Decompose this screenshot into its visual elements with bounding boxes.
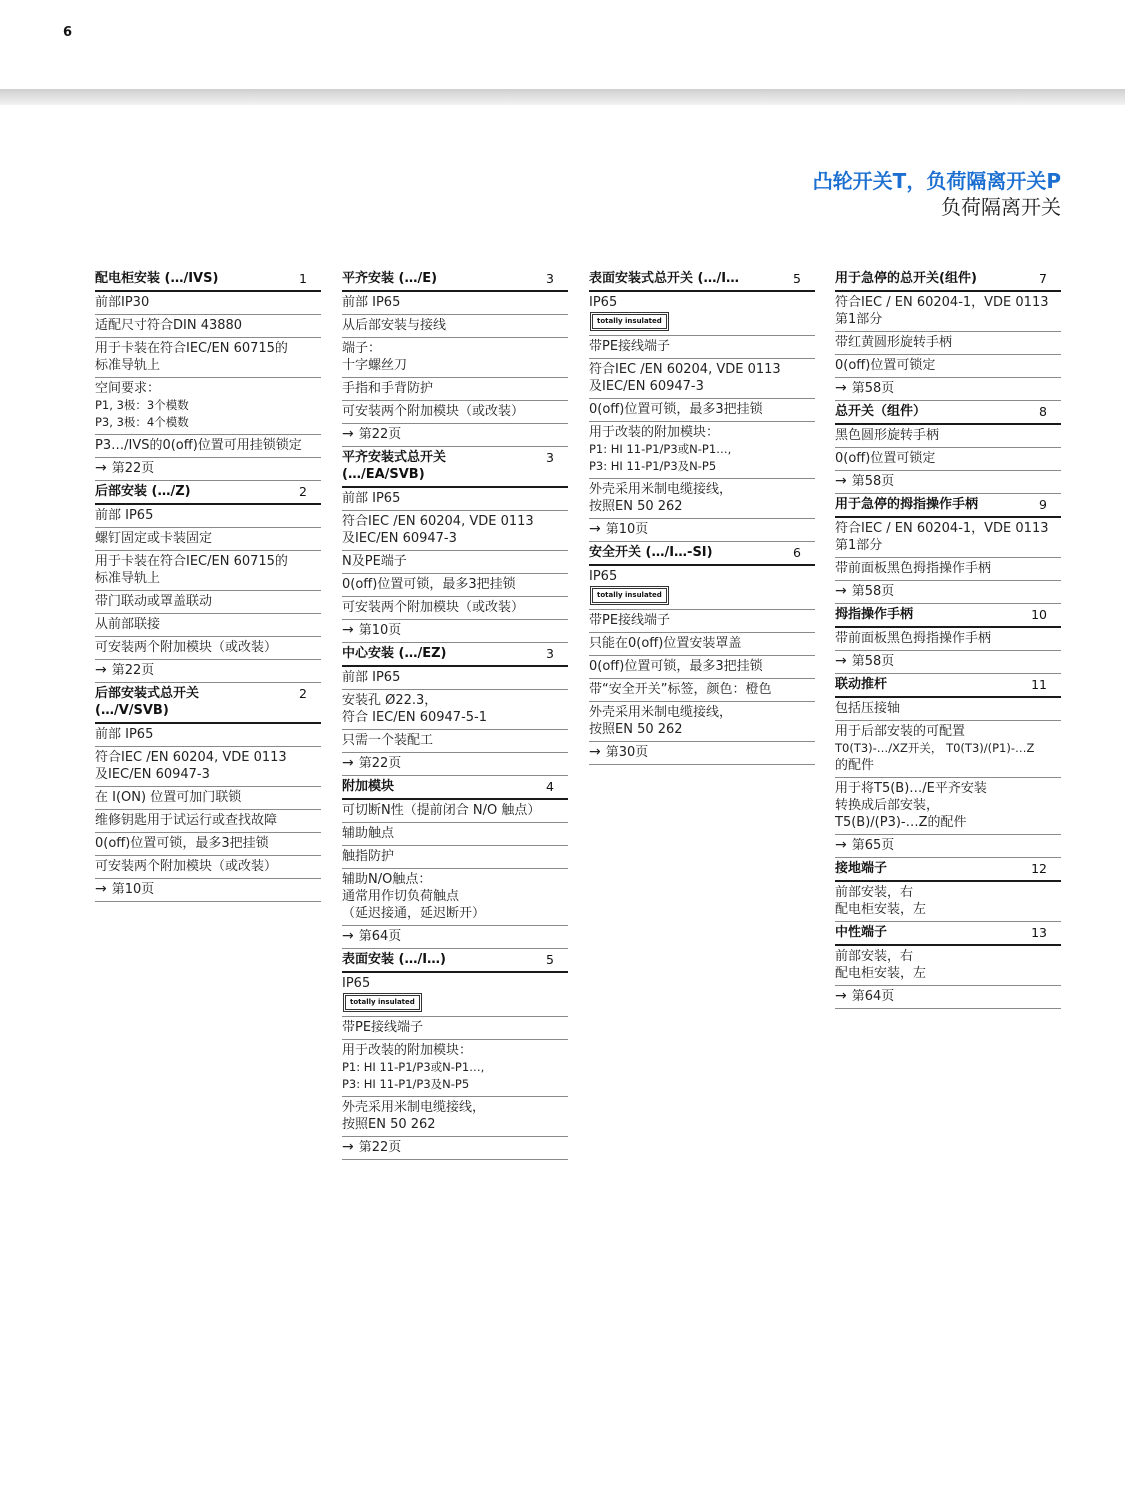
section-title [342, 778, 394, 795]
page-reference [342, 928, 568, 945]
spec-row [95, 292, 321, 315]
arrow-right-icon: → [95, 662, 107, 678]
spec-row [589, 702, 815, 742]
spec-text: 符合 IEC/EN 60947-5-1 [342, 710, 487, 725]
spec-row [835, 721, 1061, 778]
section-number: 2 [299, 484, 307, 499]
spec-text: 螺钉固定或卡装固定 [95, 531, 213, 546]
page-reference-row [342, 424, 568, 447]
spec-text: 带红黄圆形旋转手柄 [835, 335, 953, 350]
spec-text: 的配件 [835, 758, 875, 773]
section-title-line: 安全开关 (…/I…-SI) [589, 545, 713, 560]
spec-text: P3: HI 11-P1/P3及N-P5 [589, 459, 717, 473]
section-title [589, 270, 739, 287]
spec-row [342, 401, 568, 424]
section-number: 6 [793, 545, 801, 560]
page-reference-text: 第10页 [358, 623, 402, 638]
section-title-line: 总开关（组件） [835, 404, 927, 419]
page-reference-row [342, 1137, 568, 1160]
spec-row [589, 479, 815, 519]
column-4 [835, 268, 1061, 1009]
spec-text: 带“安全开关”标签，颜色：橙色 [589, 682, 772, 697]
spec-text: 包括压接轴 [835, 701, 901, 716]
spec-row [342, 667, 568, 690]
spec-row [589, 422, 815, 479]
spec-row [589, 292, 815, 336]
spec-row [342, 973, 568, 1017]
section-number: 3 [546, 271, 554, 286]
spec-text: 可安装两个附加模块（或改装） [95, 640, 278, 655]
section-title [95, 483, 191, 500]
spec-text: 按照EN 50 262 [342, 1117, 436, 1132]
section-number: 5 [546, 952, 554, 967]
page-reference-row [95, 879, 321, 902]
section-number: 11 [1031, 677, 1047, 692]
spec-row [342, 315, 568, 338]
section-number: 10 [1031, 607, 1047, 622]
spec-text: 手指和手背防护 [342, 381, 434, 396]
spec-text: 前部安装，右 [835, 949, 914, 964]
spec-row [342, 730, 568, 753]
spec-text: 按照EN 50 262 [589, 722, 683, 737]
spec-text: 0(off)位置可锁，最多3把挂锁 [342, 577, 516, 592]
section-heading [342, 643, 568, 667]
spec-text: P3, 3极：4个模数 [95, 415, 189, 429]
spec-text: 0(off)位置可锁，最多3把挂锁 [95, 836, 269, 851]
page-top-area [0, 0, 1125, 89]
spec-text: P1: HI 11-P1/P3或N-P1…, [342, 1060, 485, 1074]
spec-row [589, 633, 815, 656]
section-heading [342, 447, 568, 488]
page-reference-text: 第58页 [851, 584, 895, 599]
spec-row [342, 1097, 568, 1137]
spec-text: 辅助N/O触点： [342, 872, 432, 887]
spec-row [835, 882, 1061, 922]
arrow-right-icon: → [342, 755, 354, 771]
spec-text: 0(off)位置可锁，最多3把挂锁 [589, 402, 763, 417]
page-reference-row [835, 581, 1061, 604]
spec-text: 端子： [342, 341, 382, 356]
spec-text: 十字螺丝刀 [342, 358, 408, 373]
spec-text: 转换成后部安装， [835, 798, 940, 813]
spec-row [342, 488, 568, 511]
page-reference [835, 653, 1061, 670]
spec-row [342, 551, 568, 574]
page-reference [342, 755, 568, 772]
section-title-line: 用于急停的总开关(组件) [835, 271, 977, 286]
spec-row [835, 628, 1061, 651]
spec-text: 及IEC/EN 60947-3 [342, 531, 457, 546]
page-reference-row [95, 660, 321, 683]
spec-row [589, 359, 815, 399]
spec-row [95, 591, 321, 614]
section-heading [835, 858, 1061, 882]
page-reference-text: 第22页 [358, 756, 402, 771]
arrow-right-icon: → [835, 653, 847, 669]
spec-row [95, 833, 321, 856]
spec-row [835, 425, 1061, 448]
section-heading [835, 401, 1061, 425]
section-number: 3 [546, 646, 554, 661]
page-reference-text: 第22页 [111, 461, 155, 476]
spec-text: 黑色圆形旋转手柄 [835, 428, 940, 443]
spec-text: 可安装两个附加模块（或改装） [342, 404, 525, 419]
page-reference-text: 第64页 [358, 929, 402, 944]
spec-text: 用于卡装在符合IEC/EN 60715的 [95, 554, 288, 569]
section-number: 12 [1031, 861, 1047, 876]
page-reference [342, 622, 568, 639]
page-reference [835, 380, 1061, 397]
spec-row [95, 637, 321, 660]
spec-text: P1: HI 11-P1/P3或N-P1…, [589, 442, 732, 456]
spec-row [95, 528, 321, 551]
section-number: 5 [793, 271, 801, 286]
section-title-line: 表面安装 (…/I…) [342, 952, 446, 967]
section-number: 1 [299, 271, 307, 286]
arrow-right-icon: → [589, 521, 601, 537]
section-heading [342, 949, 568, 973]
spec-row [95, 787, 321, 810]
spec-row [95, 747, 321, 787]
totally-insulated-badge: totally insulated [345, 995, 420, 1010]
arrow-right-icon: → [835, 473, 847, 489]
page-reference-row [835, 471, 1061, 494]
spec-text: 0(off)位置可锁定 [835, 358, 936, 373]
page-reference-row [342, 620, 568, 643]
spec-text: 前部 IP65 [95, 508, 154, 523]
section-heading [342, 776, 568, 800]
page-reference-text: 第22页 [358, 1140, 402, 1155]
spec-text: IP65 [589, 569, 618, 584]
spec-row [342, 869, 568, 926]
arrow-right-icon: → [835, 837, 847, 853]
section-heading [589, 542, 815, 566]
page-reference [589, 521, 815, 538]
spec-text: 外壳采用米制电缆接线， [589, 482, 733, 497]
section-title [835, 606, 913, 623]
spec-row [342, 574, 568, 597]
spec-text: 按照EN 50 262 [589, 499, 683, 514]
section-title-line: 拇指操作手柄 [835, 607, 914, 622]
spec-text: 空间要求： [95, 381, 161, 396]
spec-text: 带PE接线端子 [342, 1020, 424, 1035]
spec-text: 标准导轨上 [95, 571, 161, 586]
page-reference [95, 662, 321, 679]
spec-text: 符合IEC /EN 60204, VDE 0113 [95, 750, 287, 765]
spec-text: IP65 [589, 295, 618, 310]
spec-row [835, 698, 1061, 721]
spec-text: 0(off)位置可锁，最多3把挂锁 [589, 659, 763, 674]
spec-text: 符合IEC / EN 60204-1，VDE 0113 [835, 521, 1049, 536]
section-number: 2 [299, 686, 307, 701]
page-reference-text: 第58页 [851, 381, 895, 396]
arrow-right-icon: → [835, 380, 847, 396]
spec-row [835, 355, 1061, 378]
section-heading [95, 268, 321, 292]
page-reference-text: 第22页 [358, 427, 402, 442]
page-reference-text: 第10页 [605, 522, 649, 537]
section-title-line: (…/V/SVB) [95, 703, 169, 718]
spec-text: 用于卡装在符合IEC/EN 60715的 [95, 341, 288, 356]
section-title [342, 645, 446, 662]
heading-subtitle: 负荷隔离开关 [941, 195, 1061, 219]
page-reference-row [342, 926, 568, 949]
page-reference [342, 1139, 568, 1156]
spec-text: 前部 IP65 [95, 727, 154, 742]
spec-text: 前部 IP65 [342, 295, 401, 310]
section-title-line: 后部安装式总开关 [95, 686, 200, 701]
spec-row [835, 946, 1061, 986]
section-heading [835, 494, 1061, 518]
page-heading [813, 168, 1061, 220]
spec-row [342, 1040, 568, 1097]
page-reference-text: 第58页 [851, 654, 895, 669]
section-heading [95, 683, 321, 724]
page-reference-text: 第64页 [851, 989, 895, 1004]
spec-row [342, 597, 568, 620]
spec-row [95, 505, 321, 528]
arrow-right-icon: → [835, 988, 847, 1004]
section-title [835, 496, 978, 513]
section-title-line: 中心安装 (…/EZ) [342, 646, 447, 661]
spec-text: 用于改装的附加模块： [342, 1043, 473, 1058]
page-number: 6 [63, 25, 73, 40]
section-title-line: 用于急停的拇指操作手柄 [835, 497, 979, 512]
spec-text: 适配尺寸符合DIN 43880 [95, 318, 243, 333]
spec-row [589, 610, 815, 633]
page-reference [95, 460, 321, 477]
spec-text: 符合IEC / EN 60204-1，VDE 0113 [835, 295, 1049, 310]
spec-row [589, 566, 815, 610]
column-3 [589, 268, 815, 765]
page-reference-row [589, 519, 815, 542]
section-number: 4 [546, 779, 554, 794]
section-number: 13 [1031, 925, 1047, 940]
spec-row [95, 435, 321, 458]
page-reference-row [95, 458, 321, 481]
page-reference-row [589, 742, 815, 765]
spec-row [95, 378, 321, 435]
spec-text: 从后部安装与接线 [342, 318, 447, 333]
column-1 [95, 268, 321, 902]
totally-insulated-badge: totally insulated [592, 314, 667, 329]
section-title-line: 平齐安装式总开关 [342, 450, 447, 465]
arrow-right-icon: → [95, 881, 107, 897]
spec-text: 只需一个装配工 [342, 733, 434, 748]
arrow-right-icon: → [342, 622, 354, 638]
section-title-line: 平齐安装 (…/E) [342, 271, 438, 286]
page-reference-row [342, 753, 568, 776]
spec-text: 带PE接线端子 [589, 613, 671, 628]
spec-text: 前部安装，右 [835, 885, 914, 900]
spec-row [342, 800, 568, 823]
section-title-line: 联动推杆 [835, 677, 888, 692]
spec-text: 第1部分 [835, 312, 883, 327]
page-reference [835, 988, 1061, 1005]
spec-text: 及IEC/EN 60947-3 [95, 767, 210, 782]
section-title [835, 924, 887, 941]
section-number: 3 [546, 450, 554, 465]
spec-row [342, 378, 568, 401]
spec-text: 通常用作切负荷触点 [342, 889, 460, 904]
spec-row [342, 846, 568, 869]
arrow-right-icon: → [342, 426, 354, 442]
spec-text: 符合IEC /EN 60204, VDE 0113 [589, 362, 781, 377]
header-divider-band [0, 89, 1125, 105]
spec-text: P1, 3极：3个模数 [95, 398, 189, 412]
spec-row [95, 338, 321, 378]
spec-text: 可切断N性（提前闭合 N/O 触点） [342, 803, 541, 818]
page-reference [835, 473, 1061, 490]
section-title [589, 544, 713, 561]
arrow-right-icon: → [342, 928, 354, 944]
page-reference [95, 881, 321, 898]
spec-text: 前部 IP65 [342, 670, 401, 685]
section-title [835, 860, 887, 877]
spec-row [342, 511, 568, 551]
spec-row [95, 856, 321, 879]
section-title [835, 676, 887, 693]
spec-text: 辅助触点 [342, 826, 395, 841]
section-title-line: (…/EA/SVB) [342, 467, 425, 482]
section-heading [95, 481, 321, 505]
spec-text: 外壳采用米制电缆接线， [589, 705, 733, 720]
section-heading [835, 674, 1061, 698]
spec-row [342, 690, 568, 730]
spec-text: 维修钥匙用于试运行或查找故障 [95, 813, 278, 828]
section-title [342, 951, 446, 968]
spec-text: 带PE接线端子 [589, 339, 671, 354]
spec-text: 只能在0(off)位置安装罩盖 [589, 636, 742, 651]
spec-row [95, 315, 321, 338]
spec-text: T5(B)/(P3)-…Z的配件 [835, 815, 967, 830]
section-title-line: 附加模块 [342, 779, 395, 794]
page-reference-text: 第58页 [851, 474, 895, 489]
spec-row [835, 448, 1061, 471]
arrow-right-icon: → [835, 583, 847, 599]
section-heading [835, 604, 1061, 628]
spec-row [95, 614, 321, 637]
section-heading [342, 268, 568, 292]
spec-text: 标准导轨上 [95, 358, 161, 373]
spec-text: （延迟接通，延迟断开） [342, 906, 486, 921]
spec-text: 外壳采用米制电缆接线， [342, 1100, 486, 1115]
section-title [835, 270, 977, 287]
spec-text: 触指防护 [342, 849, 395, 864]
spec-row [835, 778, 1061, 835]
spec-row [95, 551, 321, 591]
section-number: 9 [1039, 497, 1047, 512]
spec-text: 前部 IP65 [342, 491, 401, 506]
spec-row [95, 810, 321, 833]
spec-row [95, 724, 321, 747]
section-title-line: 配电柜安装 (…/IVS) [95, 271, 219, 286]
spec-row [589, 656, 815, 679]
section-number: 8 [1039, 404, 1047, 419]
spec-row [835, 332, 1061, 355]
spec-text: 前部IP30 [95, 295, 150, 310]
arrow-right-icon: → [342, 1139, 354, 1155]
spec-text: 在 I(ON) 位置可加门联锁 [95, 790, 242, 805]
spec-text: 可安装两个附加模块（或改装） [342, 600, 525, 615]
section-title [835, 403, 926, 420]
spec-row [835, 558, 1061, 581]
spec-row [589, 399, 815, 422]
page-reference-row [835, 378, 1061, 401]
page-reference-row [835, 835, 1061, 858]
spec-text: IP65 [342, 976, 371, 991]
spec-row [342, 823, 568, 846]
spec-text: 符合IEC /EN 60204, VDE 0113 [342, 514, 534, 529]
spec-row [342, 1017, 568, 1040]
page-reference-text: 第22页 [111, 663, 155, 678]
spec-row [835, 518, 1061, 558]
spec-text: 用于将T5(B)…/E平齐安装 [835, 781, 987, 796]
spec-text: T0(T3)-…/XZ开关， T0(T3)/(P1)-…Z [835, 741, 1035, 755]
section-heading [835, 268, 1061, 292]
spec-row [342, 292, 568, 315]
column-2 [342, 268, 568, 1160]
section-title [95, 270, 218, 287]
section-heading [835, 922, 1061, 946]
page-reference [342, 426, 568, 443]
spec-text: 可安装两个附加模块（或改装） [95, 859, 278, 874]
totally-insulated-badge: totally insulated [592, 588, 667, 603]
spec-row [342, 338, 568, 378]
section-title-line: 表面安装式总开关 (…/I… [589, 271, 740, 286]
section-heading [589, 268, 815, 292]
page-reference-row [835, 986, 1061, 1009]
page-reference-text: 第30页 [605, 745, 649, 760]
spec-row [835, 292, 1061, 332]
spec-text: 从前部联接 [95, 617, 161, 632]
section-title-line: 后部安装 (…/Z) [95, 484, 191, 499]
spec-text: 安装孔 Ø22.3， [342, 693, 438, 708]
spec-text: 第1部分 [835, 538, 883, 553]
section-title [95, 685, 199, 719]
spec-row [589, 336, 815, 359]
page-reference [835, 583, 1061, 600]
section-number: 7 [1039, 271, 1047, 286]
spec-text: 0(off)位置可锁定 [835, 451, 936, 466]
section-title-line: 接地端子 [835, 861, 888, 876]
page-reference [589, 744, 815, 761]
arrow-right-icon: → [589, 744, 601, 760]
section-title [342, 270, 437, 287]
page-reference-text: 第65页 [851, 838, 895, 853]
spec-text: 用于后部安装的可配置 [835, 724, 966, 739]
section-title-line: 中性端子 [835, 925, 888, 940]
spec-row [589, 679, 815, 702]
spec-text: 配电柜安装，左 [835, 902, 927, 917]
spec-text: 配电柜安装，左 [835, 966, 927, 981]
spec-text: 带门联动或罩盖联动 [95, 594, 213, 609]
page-reference-row [835, 651, 1061, 674]
heading-title: 凸轮开关T，负荷隔离开关P [812, 169, 1061, 193]
spec-text: 带前面板黑色拇指操作手柄 [835, 631, 992, 646]
page-reference [835, 837, 1061, 854]
spec-text: P3…/IVS的0(off)位置可用挂锁锁定 [95, 438, 302, 453]
spec-text: 及IEC/EN 60947-3 [589, 379, 704, 394]
spec-text: P3: HI 11-P1/P3及N-P5 [342, 1077, 470, 1091]
spec-text: N及PE端子 [342, 554, 407, 569]
arrow-right-icon: → [95, 460, 107, 476]
page-reference-text: 第10页 [111, 882, 155, 897]
spec-text: 用于改装的附加模块： [589, 425, 720, 440]
spec-text: 带前面板黑色拇指操作手柄 [835, 561, 992, 576]
section-title [342, 449, 446, 483]
